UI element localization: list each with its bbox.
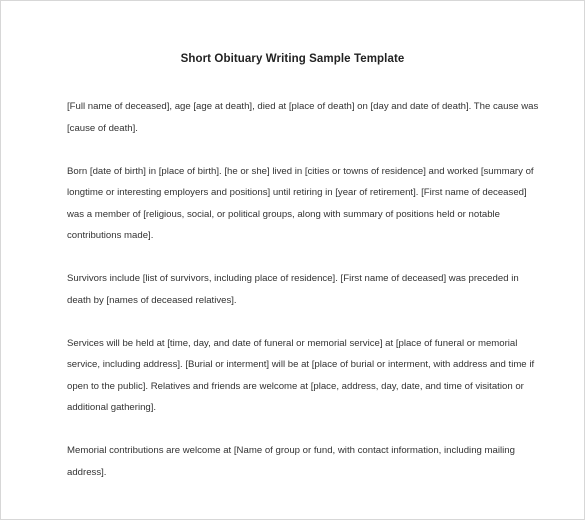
paragraph-memorial (67, 440, 537, 483)
paragraph-line: longtime or interesting employers and positions] until retiring in [year of retirement]. [First name of deceased] (67, 187, 527, 198)
paragraph-line: [Full name of deceased], age [age at death], died at [place of death] on [day and date of death]. The cause was (67, 101, 539, 112)
paragraph-line: was a member of [religious, social, or political groups, along with summary of positions held or notable (67, 208, 500, 220)
paragraph-line: open to the public]. Relatives and friends are welcome at [place, address, day, date, and time of visitation or (67, 380, 524, 392)
document-body (67, 96, 537, 505)
paragraph-biography (67, 161, 537, 247)
paragraph-death-notice (67, 96, 537, 139)
paragraph-line: additional gathering]. (67, 402, 157, 413)
paragraph-line: Services will be held at [time, day, and date of funeral or memorial service] at [place of funeral or memorial (67, 337, 518, 349)
paragraph-services (67, 333, 537, 419)
paragraph-line: contributions made]. (67, 230, 154, 241)
paragraph-line: Memorial contributions are welcome at [Name of group or fund, with contact information, including mailing (67, 445, 515, 456)
paragraph-line: [cause of death]. (67, 122, 138, 134)
paragraph-line: Born [date of birth] in [place of birth]. [he or she] lived in [cities or towns of residence] and worked [summary of (67, 165, 534, 177)
document-title: Short Obituary Writing Sample Template (180, 53, 405, 65)
paragraph-line: death by [names of deceased relatives]. (67, 294, 237, 306)
paragraph-line: address]. (67, 466, 107, 478)
paragraph-survivors (67, 268, 537, 311)
paragraph-line: Survivors include [list of survivors, including place of residence]. [First name of deceased] was preceded in (67, 273, 519, 284)
paragraph-line: service, including address]. [Burial or interment] will be at [place of burial or interment, with address and time if (67, 359, 535, 370)
